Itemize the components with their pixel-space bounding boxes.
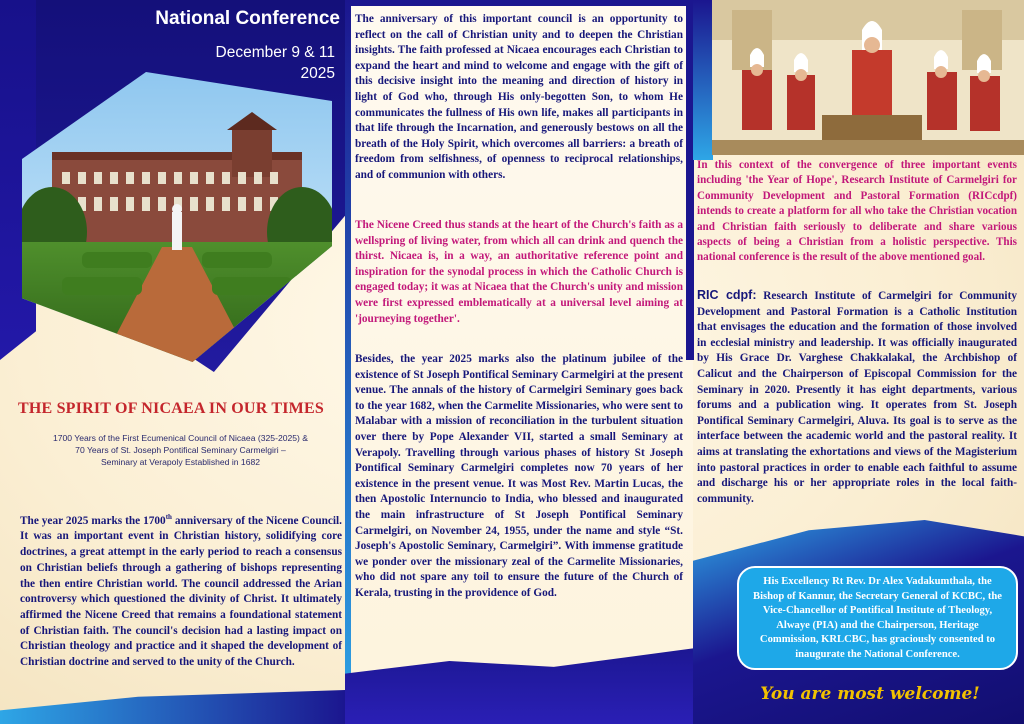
anniversary-paragraph: The anniversary of this important council is an opportunity to reflect on the call of Christian unity and to deepen the Christian insights. The faith professed at Nicaea encourages each Christian to expand the heart and mind to welcome and engage with the gift of this decisive insight into the meaning and direction of history in light of God who, through His only-begotten Son, to whom He communicates the fullness of His own life, makes all participants in that life through the Incarnation, and generously bestows on all the breath of the Holy Spirit, which overcomes all barriers: a breath of freedom from selfishness, of openness to reciprocal relationships, and of communion with others. (355, 13, 683, 181)
ric-cdpf-body: Research Institute of Carmelgiri for Community Development and Pastoral Formation is a Catholic Institution that envisages the education and the formation of those involved in ecclesial ministry and leadership. It was officially inaugurated by His Grace Dr. Varghese Chakkalakal, the Archbishop of Calicut and the Chairperson of Episcopal Commission for the Seminary in 2020. Presently it has eight departments, various forums and a publication wing. It operates from St. Joseph Pontifical Seminary Carmelgiri, Aluva. Its goal is to serve as the interface between the academic world and the pastoral reality. It aims at translating the exhortations and views of the Magisterium into pastoral practices in order to enable each faithful to assume and discharge his or her appropriate roles in the local faith-community. (697, 290, 1017, 505)
intro-superscript: th (165, 513, 172, 521)
nicaea-intro-paragraph (20, 510, 342, 671)
ric-cdpf-lead: RIC cdpf: (697, 288, 757, 302)
ric-cdpf-paragraph (697, 288, 1017, 507)
intro-text-start: The year 2025 marks the 1700 (20, 514, 166, 527)
conference-dates (185, 42, 335, 84)
conference-title: National Conference (155, 8, 340, 29)
nicene-creed-paragraph: The Nicene Creed thus stands at the heart of the Church's faith as a wellspring of living water, from which all can drink and quench the thirst. Nicaea is, in a way, an authoritative reference point and inspiration for the synodal process in which the Catholic Church is engaged today; it was at Nicaea that the Church's unity and mission were first expressed emblematically at a universal level aiming at 'journeying together'. (355, 219, 683, 325)
context-paragraph: In this context of the convergence of three important events including 'the Year of Hope', Research Institute of Carmelgiri for Community Development and Pastoral Formation (RICcdpf) intends to create a platform for all who take the Christian vocation and Christian faith seriously to deliberate and share various aspects of being a Christian from a holistic perspective. This national conference is the result of the above mentioned goal. (697, 159, 1017, 264)
main-title: THE SPIRIT OF NICAEA IN OUR TIMES (18, 400, 324, 417)
council-painting (712, 0, 1024, 155)
welcome-message: You are most welcome! (760, 684, 980, 704)
right-edge-band (693, 0, 713, 160)
subtitle-line3: Seminary at Verapoly Established in 1682 (100, 457, 261, 467)
subtitle-line2: 70 Years of St. Joseph Pontifical Seminary Carmelgiri – (75, 445, 286, 455)
conference-dates-line2: 2025 (300, 65, 335, 82)
middle-frame-left (345, 0, 351, 724)
middle-frame-top (345, 0, 693, 6)
subtitle (18, 432, 343, 468)
inauguration-box: His Excellency Rt Rev. Dr Alex Vadakumthala, the Bishop of Kannur, the Secretary General of KCBC, the Vice-Chancellor of Pontifical Institute of Theology, Alwaye (PIA) and the Chairperson, Heritage Commission, KRLCBC, has graciously consented to inaugurate the National Conference. (737, 566, 1018, 670)
intro-text-rest: anniversary of the Nicene Council. It was an important event in Christian history, solidifying core doctrines, a great attempt in the early period to reach a consensus on Christian beliefs through a gathering of bishops representing the then entire Christian world. The council addressed the Arian controversy which questioned the divinity of Christ. It ultimately affirmed the Nicene Creed that remains a foundational statement of Christian faith. The council's decision had a lasting impact on Christian theology and practice and it shaped the development of Christian doctrine and served to the unity of the Church. (20, 514, 342, 669)
subtitle-line1: 1700 Years of the First Ecumenical Council of Nicaea (325-2025) & (52, 433, 309, 443)
seminary-history-paragraph: Besides, the year 2025 marks also the platinum jubilee of the existence of St Joseph Pontifical Seminary Carmelgiri at the present venue. The annals of the history of Carmelgiri Seminary goes back to the year 1682, when the Carmelite Missionaries, who were sent to Malabar with a mission of reconciliation in the turbulent situation over there by Pope Alexander VII, started a small Seminary at Verapoly. Travelling through various phases of history St Joseph Pontifical Seminary Carmelgiri completes now 70 years of her existence in the present venue. It was Most Rev. Martin Lucas, the then Apostolic Internuncio to India, who blessed and inaugurated the main infrastructure of St Joseph Pontifical Seminary Carmelgiri, on November 24, 1955, under the name and style “St. Joseph's Apostolic Seminary, Carmelgiri”. With immense gratitude we ponder over the missionary zeal of the Carmelite Missionaries, who did not spare any toil to ensure the future of the Church of Kerala, trusting in the providence of God. (355, 353, 683, 599)
conference-dates-line1: December 9 & 11 (215, 44, 335, 61)
